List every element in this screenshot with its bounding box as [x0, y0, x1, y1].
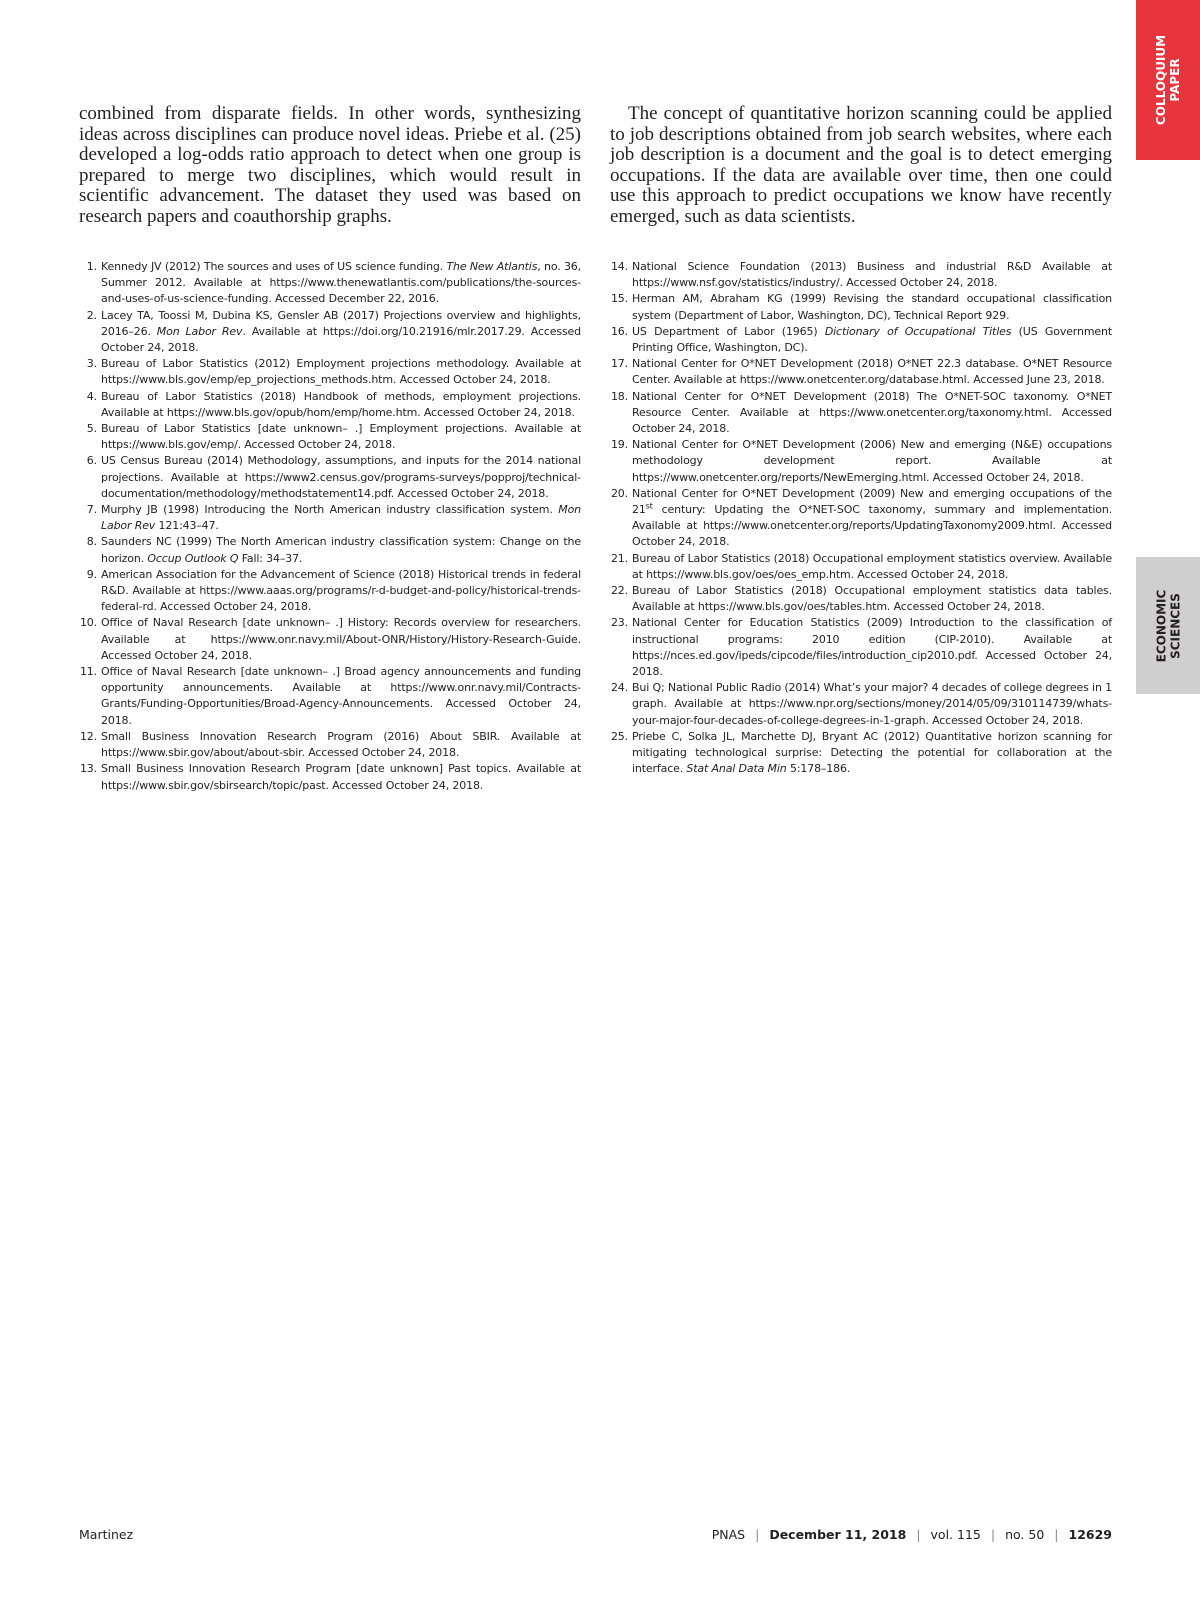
reference-item: 21. Bureau of Labor Statistics (2018) Occupational employment statistics overview. Available at https://www.bls.gov/oes/oes_emp.htm. Accessed October 24, 2018. — [610, 551, 1112, 581]
reference-item: 1. Kennedy JV (2012) The sources and uses of US science funding. The New Atlantis, no. 36, Summer 2012. Available at https://www.thenewatlantis.com/publications/the-sources-and-uses-of-us-science-funding. Accessed December 22, 2016. — [86, 260, 582, 306]
body-paragraph: combined from disparate fields. In other words, synthesizing ideas across disciplines can produce novel ideas. Priebe et al. (25) developed a log-odds ratio approach to detect when one group is prepared to merge two disciplines, which would result in scientific advancement. The dataset they used was based on research papers and coauthorship graphs. — [79, 103, 581, 227]
body-text-right — [610, 104, 1112, 228]
reference-item: 13. Small Business Innovation Research Program [date unknown] Past topics. Available at https://www.sbir.gov/sbirsearch/topic/past. Accessed October 24, 2018. — [79, 762, 581, 792]
footer-volume: vol. 115 — [930, 1527, 981, 1542]
reference-item: 25. Priebe C, Solka JL, Marchette DJ, Bryant AC (2012) Quantitative horizon scanning for mitigating technological surprise: Detecting the potential for collaboration at the interface. Stat Anal Data Min 5:178–186. — [610, 729, 1112, 776]
reference-item: 7. Murphy JB (1998) Introducing the North American industry classification system. Mon Labor Rev 121:43–47. — [86, 503, 581, 533]
footer-author: Martinez — [79, 1527, 134, 1542]
reference-item: 18. National Center for O*NET Development (2018) The O*NET-SOC taxonomy. O*NET Resource Center. Available at https://www.onetcenter.org/taxonomy.html. Accessed October 24, 2018. — [610, 389, 1112, 436]
economic-sciences-label: ECONOMIC SCIENCES — [1154, 589, 1183, 662]
footer-page-number: 12629 — [1068, 1527, 1112, 1542]
body-text-left — [79, 104, 581, 228]
page-footer — [79, 1527, 1112, 1542]
footer-journal: PNAS — [711, 1527, 746, 1542]
reference-list-left — [79, 259, 581, 794]
footer-separator: | — [916, 1527, 921, 1542]
reference-item: 3. Bureau of Labor Statistics (2012) Employment projections methodology. Available at https://www.bls.gov/emp/ep_projections_methods.htm. Accessed October 24, 2018. — [86, 357, 581, 387]
reference-item: 16. US Department of Labor (1965) Dictionary of Occupational Titles (US Government Printing Office, Washington, DC). — [610, 324, 1112, 355]
reference-item: 5. Bureau of Labor Statistics [date unknown– .] Employment projections. Available at https://www.bls.gov/emp/. Accessed October 24, 2018. — [86, 422, 581, 452]
reference-item: 6. US Census Bureau (2014) Methodology, assumptions, and inputs for the 2014 national projections. Available at https://www2.census.gov/programs-surveys/popproj/technical-documentation/methodology/methodstatement14.pdf. Accessed October 24, 2018. — [86, 454, 581, 500]
reference-item: 20. National Center for O*NET Development (2009) New and emerging occupations of the 21st century: Updating the O*NET-SOC taxonomy, summary and implementation. Available at https://www.onetcenter.org/reports/UpdatingTaxonomy2009.html. Accessed October 24, 2018. — [610, 486, 1112, 549]
economic-sciences-tab — [1136, 557, 1200, 694]
colloquium-paper-tab — [1136, 0, 1200, 160]
body-paragraph: The concept of quantitative horizon scanning could be applied to job descriptions obtained from job search websites, where each job description is a document and the goal is to detect emerging occupations. If the data are available over time, then one could use this approach to predict occupations we know have recently emerged, such as data scientists. — [610, 103, 1112, 227]
reference-item: 14. National Science Foundation (2013) Business and industrial R&D Available at https://www.nsf.gov/statistics/industry/. Accessed October 24, 2018. — [610, 260, 1112, 290]
reference-item: 24. Bui Q; National Public Radio (2014) What’s your major? 4 decades of college degrees in 1 graph. Available at https://www.npr.org/sections/money/2014/05/09/310114739/whats-your-major-four-decades-of-college-degrees-in-1-graph. Accessed October 24, 2018. — [610, 681, 1112, 727]
reference-item: 8. Saunders NC (1999) The North American industry classification system: Change on the horizon. Occup Outlook Q Fall: 34–37. — [86, 535, 581, 565]
reference-list-right — [610, 259, 1112, 778]
reference-item: 11. Office of Naval Research [date unknown– .] Broad agency announcements and funding opportunity announcements. Available at https://www.onr.navy.mil/Contracts-Grants/Funding-Opportunities/Broad-Agency-Announcements. Accessed October 24, 2018. — [79, 665, 581, 727]
reference-item: 23. National Center for Education Statistics (2009) Introduction to the classification of instructional programs: 2010 edition (CIP-2010). Available at https://nces.ed.gov/ipeds/cipcode/files/introduction_cip2010.pdf. Accessed October 24, 2018. — [610, 616, 1112, 679]
reference-item: 10. Office of Naval Research [date unknown– .] History: Records overview for researchers. Available at https://www.onr.navy.mil/About-ONR/History/History-Research-Guide. Accessed October 24, 2018. — [79, 616, 581, 662]
footer-separator: | — [755, 1527, 760, 1542]
reference-item: 2. Lacey TA, Toossi M, Dubina KS, Gensler AB (2017) Projections overview and highlights, 2016–26. Mon Labor Rev. Available at https://doi.org/10.21916/mlr.2017.29. Accessed October 24, 2018. — [86, 308, 581, 355]
footer-date: December 11, 2018 — [769, 1527, 907, 1542]
footer-separator: | — [990, 1527, 996, 1542]
reference-item: 4. Bureau of Labor Statistics (2018) Handbook of methods, employment projections. Available at https://www.bls.gov/opub/hom/emp/home.htm. Accessed October 24, 2018. — [86, 389, 581, 419]
footer-citation — [712, 1527, 1112, 1542]
reference-item: 19. National Center for O*NET Development (2006) New and emerging (N&E) occupations methodology development report. Available at https://www.onetcenter.org/reports/NewEmerging.html. Accessed October 24, 2018. — [610, 438, 1112, 484]
footer-separator: | — [1054, 1527, 1059, 1542]
reference-item: 15. Herman AM, Abraham KG (1999) Revising the standard occupational classification system (Department of Labor, Washington, DC), Technical Report 929. — [610, 292, 1112, 322]
reference-item: 22. Bureau of Labor Statistics (2018) Occupational employment statistics data tables. Available at https://www.bls.gov/oes/tables.htm. Accessed October 24, 2018. — [610, 584, 1112, 614]
reference-item: 12. Small Business Innovation Research Program (2016) About SBIR. Available at https://www.sbir.gov/about/about-sbir. Accessed October 24, 2018. — [79, 729, 581, 760]
reference-item: 17. National Center for O*NET Development (2018) O*NET 22.3 database. O*NET Resource Center. Available at https://www.onetcenter.org/database.html. Accessed June 23, 2018. — [610, 357, 1112, 387]
footer-issue: no. 50 — [1005, 1527, 1045, 1542]
reference-item: 9. American Association for the Advancement of Science (2018) Historical trends in federal R&D. Available at https://www.aaas.org/programs/r-d-budget-and-policy/historical-trends-federal-rd. Accessed October 24, 2018. — [86, 567, 581, 614]
colloquium-paper-label: COLLOQUIUM PAPER — [1154, 34, 1183, 126]
